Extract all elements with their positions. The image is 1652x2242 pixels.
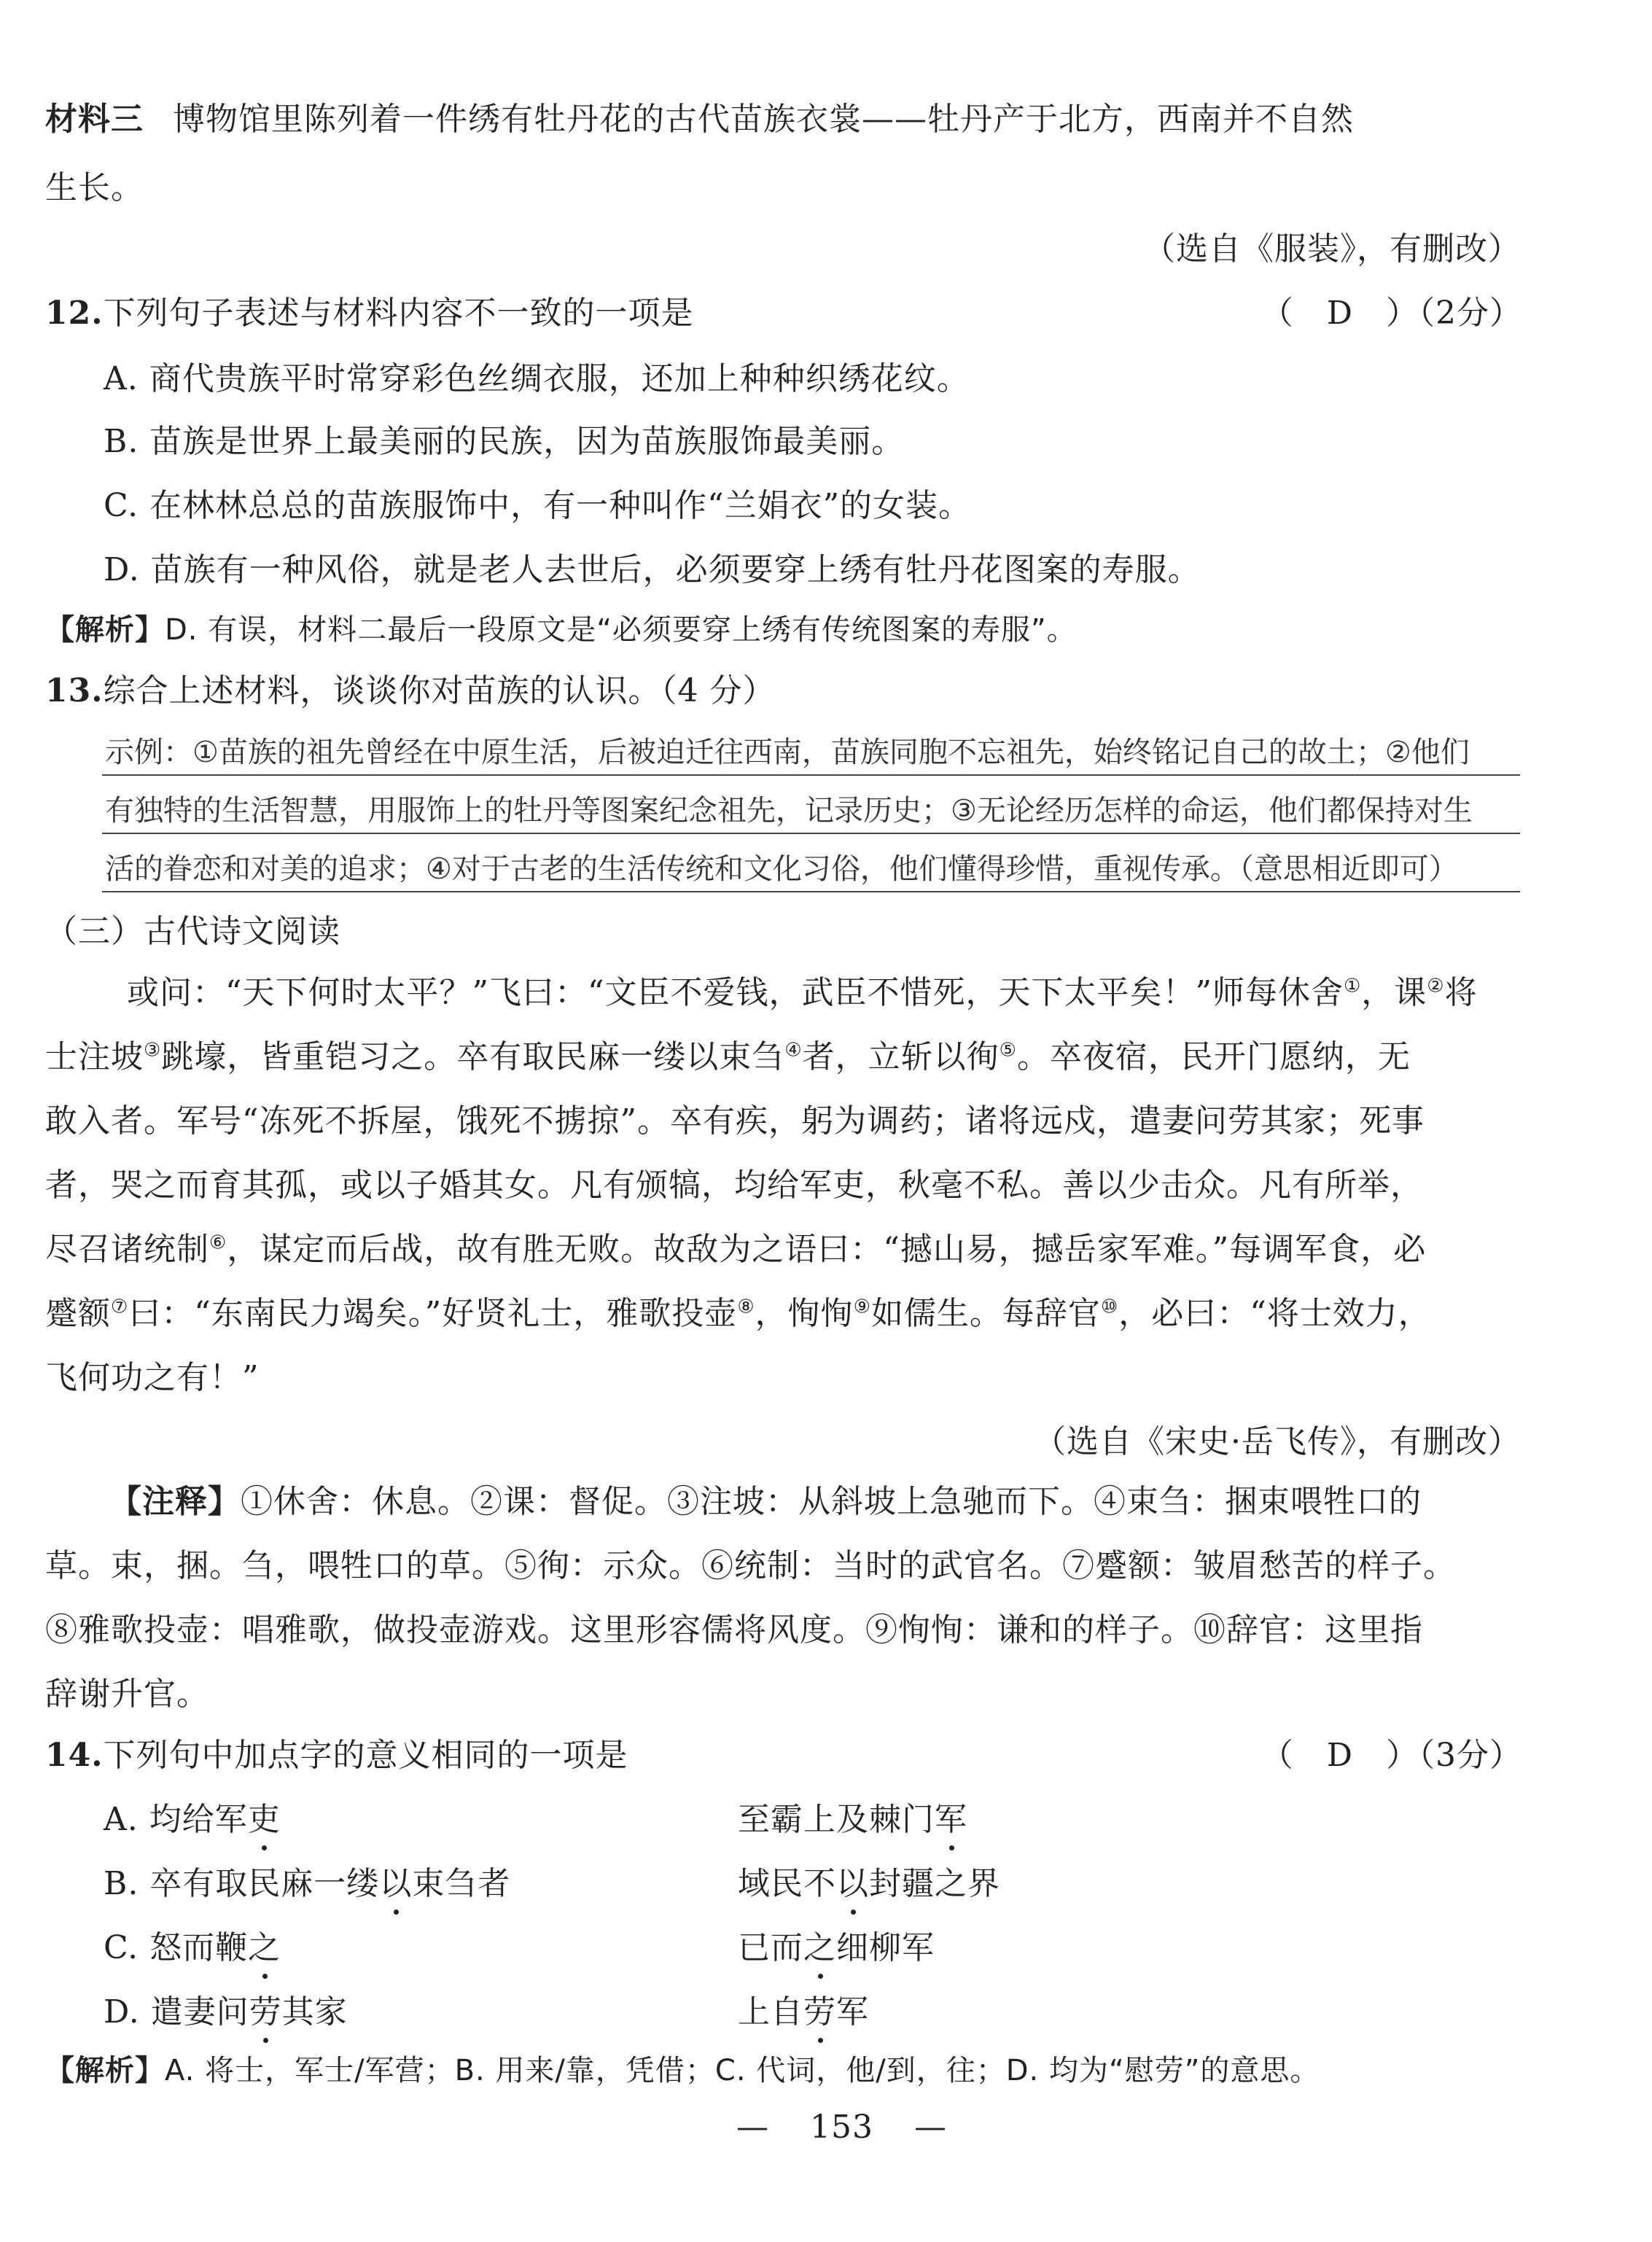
notes-line-3: ⑧雅歌投壶：唱雅歌，做投壶游戏。这里形容儒将风度。⑨恂恂：谦和的样子。⑩辞官：这里指 xyxy=(45,1611,1423,1649)
note-ref-9: ⑨ xyxy=(853,1296,871,1318)
q14-option-b-left: B. 卒有取民麻一缕以束刍者 xyxy=(104,1861,510,1907)
material3-line2: 生长。 xyxy=(45,169,144,206)
q13-underline-1 xyxy=(102,774,1520,776)
passage-text: 者，立斩以徇 xyxy=(802,1038,1000,1075)
dotted-char: 之 xyxy=(248,1925,281,1972)
q13-underline-2 xyxy=(102,833,1520,834)
q12-points: （2分） xyxy=(1419,295,1522,332)
dotted-char: 以 xyxy=(379,1861,412,1907)
passage-line-6 xyxy=(45,1291,1431,1337)
note-ref-6: ⑥ xyxy=(209,1231,227,1254)
q14-points: （3分） xyxy=(1419,1737,1522,1774)
note-ref-7: ⑦ xyxy=(111,1296,129,1318)
note-ref-10: ⑩ xyxy=(1100,1296,1119,1318)
material3-source: （选自《服装》，有删改） xyxy=(1143,230,1521,268)
notes-text: ①休舍：休息。②课：督促。③注坡：从斜坡上急驰而下。④束刍：捆束喂牲口的 xyxy=(241,1483,1422,1520)
passage-text: 将 xyxy=(1444,974,1478,1011)
footer-dash-left: — xyxy=(736,2109,769,2146)
note-ref-8: ⑧ xyxy=(737,1296,755,1318)
passage-text: 如儒生。每辞官 xyxy=(870,1295,1101,1332)
q12-option-d: D. 苗族有一种风俗，就是老人去世后，必须要穿上绣有牡丹花图案的寿服。 xyxy=(104,551,1201,588)
q14-option-a-right: 至霸上及棘门军 xyxy=(738,1797,967,1843)
note-ref-3: ③ xyxy=(144,1039,162,1062)
q12-stem-line xyxy=(45,290,694,337)
passage-line-1 xyxy=(127,970,1478,1016)
q14-number: 14. xyxy=(45,1737,104,1774)
q12-stem: 下列句子表述与材料内容不一致的一项是 xyxy=(103,295,694,332)
q14-option-d-right: 上自劳军 xyxy=(738,1989,869,2036)
page-footer xyxy=(736,2104,947,2151)
q14-stem-line xyxy=(45,1732,628,1779)
passage-text: ，谋定而后战，故有胜无败。故敌为之语曰：“撼山易，撼岳家军难。”每调军食，必 xyxy=(227,1231,1427,1268)
q13-underline-3 xyxy=(102,891,1520,892)
q12-analysis-text: D. 有误，材料二最后一段原文是“必须要穿上绣有传统图案的寿服”。 xyxy=(165,613,1077,647)
q12-answer-line xyxy=(1261,290,1522,337)
material3-line1 xyxy=(45,96,1354,143)
q14-option-c-left: C. 怒而鞭之 xyxy=(104,1925,281,1972)
q12-option-b: B. 苗族是世界上最美丽的民族，因为苗族服饰最美丽。 xyxy=(104,423,905,460)
q12-number: 12. xyxy=(45,295,104,332)
passage-line-2 xyxy=(45,1034,1411,1081)
dotted-char: 劳 xyxy=(249,1989,282,2036)
passage-line-5 xyxy=(45,1226,1426,1273)
q12-analysis xyxy=(45,607,1077,653)
passage-text: ，课 xyxy=(1361,974,1427,1011)
q14-analysis xyxy=(45,2047,1320,2094)
q14-option-c-right: 已而之细柳军 xyxy=(738,1925,935,1972)
passage-text: ，恂恂 xyxy=(755,1295,854,1332)
note-ref-1: ① xyxy=(1343,975,1362,997)
note-ref-2: ② xyxy=(1427,975,1445,997)
notes-line-4: 辞谢升官。 xyxy=(45,1675,209,1713)
q13-answer-line-2: 有独特的生活智慧，用服饰上的牡丹等图案纪念祖先，记录历史；③无论经历怎样的命运，他们都保持对生 xyxy=(105,794,1473,828)
q13-answer-line-3: 活的眷恋和对美的追求；④对于古老的生活传统和文化习俗，他们懂得珍惜，重视传承。（意思相近即可） xyxy=(105,852,1458,886)
passage-line-7: 飞何功之有！” xyxy=(45,1359,260,1396)
dotted-char: 之 xyxy=(803,1925,836,1972)
q14-option-a-left: A. 均给军吏 xyxy=(104,1797,281,1843)
passage-text: 曰：“东南民力竭矣。”好贤礼士，雅歌投壶 xyxy=(128,1295,738,1332)
dotted-char: 军 xyxy=(935,1797,967,1843)
passage-text: ，必曰：“将士效力， xyxy=(1118,1295,1431,1332)
q13-stem-line xyxy=(45,668,776,715)
q14-answer: （ D ） xyxy=(1261,1737,1419,1774)
q13-number: 13. xyxy=(45,672,104,709)
material3-label: 材料三 xyxy=(45,101,144,138)
q13-answer-line-1: 示例：①苗族的祖先曾经在中原生活，后被迫迁往西南，苗族同胞不忘祖先，始终铭记自己的故土；②他们 xyxy=(105,736,1470,769)
dotted-char: 吏 xyxy=(248,1797,281,1843)
notes-line-1 xyxy=(109,1479,1422,1525)
footer-dash-right: — xyxy=(913,2109,947,2146)
material3-text: 博物馆里陈列着一件绣有牡丹花的古代苗族衣裳——牡丹产于北方，西南并不自然 xyxy=(173,101,1354,138)
q12-option-a: A. 商代贵族平时常穿彩色丝绸衣服，还加上种种织绣花纹。 xyxy=(104,360,970,397)
q13-stem: 综合上述材料，谈谈你对苗族的认识。（4 分） xyxy=(103,672,776,709)
passage-line-3: 敢入者。军号“冻死不拆屋，饿死不掳掠”。卒有疾，躬为调药；诸将远戍，遣妻问劳其家；死事 xyxy=(45,1102,1425,1140)
passage-source: （选自《宋史·岳飞传》，有删改） xyxy=(1034,1423,1521,1460)
passage-text: 士注坡 xyxy=(45,1038,144,1075)
page-number: 153 xyxy=(810,2109,873,2146)
q14-stem: 下列句中加点字的意义相同的一项是 xyxy=(103,1737,628,1774)
passage-text: 跳壕，皆重铠习之。卒有取民麻一缕以束刍 xyxy=(161,1038,785,1075)
q14-answer-line xyxy=(1261,1732,1522,1779)
dotted-char: 以 xyxy=(836,1861,869,1907)
q12-analysis-label: 【解析】 xyxy=(45,613,165,647)
section3-heading: （三）古代诗文阅读 xyxy=(45,913,340,950)
note-ref-4: ④ xyxy=(784,1039,803,1062)
q14-option-b-right: 域民不以封疆之界 xyxy=(738,1861,1000,1907)
passage-text: 尽召诸统制 xyxy=(45,1231,209,1268)
q12-option-c: C. 在林林总总的苗族服饰中，有一种叫作“兰娟衣”的女装。 xyxy=(104,487,972,524)
q14-option-d-left: D. 遣妻问劳其家 xyxy=(104,1989,348,2036)
notes-line-2: 草。束，捆。刍，喂牲口的草。⑤徇：示众。⑥统制：当时的武官名。⑦蹙额：皱眉愁苦的样子。 xyxy=(45,1547,1456,1584)
passage-text: 蹙额 xyxy=(45,1295,111,1332)
passage-text: 。卒夜宿，民开门愿纳，无 xyxy=(1016,1038,1411,1075)
passage-text: 或问：“天下何时太平？”飞曰：“文臣不爱钱，武臣不惜死，天下太平矣！”师每休舍 xyxy=(127,974,1344,1011)
q14-analysis-label: 【解析】 xyxy=(45,2054,165,2087)
passage-line-4: 者，哭之而育其孤，或以子婚其女。凡有颁犒，均给军吏，秋毫不私。善以少击众。凡有所举， xyxy=(45,1167,1423,1204)
q12-answer: （ D ） xyxy=(1261,295,1419,332)
dotted-char: 劳 xyxy=(803,1989,836,2036)
q14-analysis-text: A. 将士，军士/军营；B. 用来/靠，凭借；C. 代词，他/到，往；D. 均为“慰劳”的意思。 xyxy=(165,2054,1320,2087)
notes-label: 【注释】 xyxy=(109,1483,241,1520)
note-ref-5: ⑤ xyxy=(999,1039,1017,1062)
